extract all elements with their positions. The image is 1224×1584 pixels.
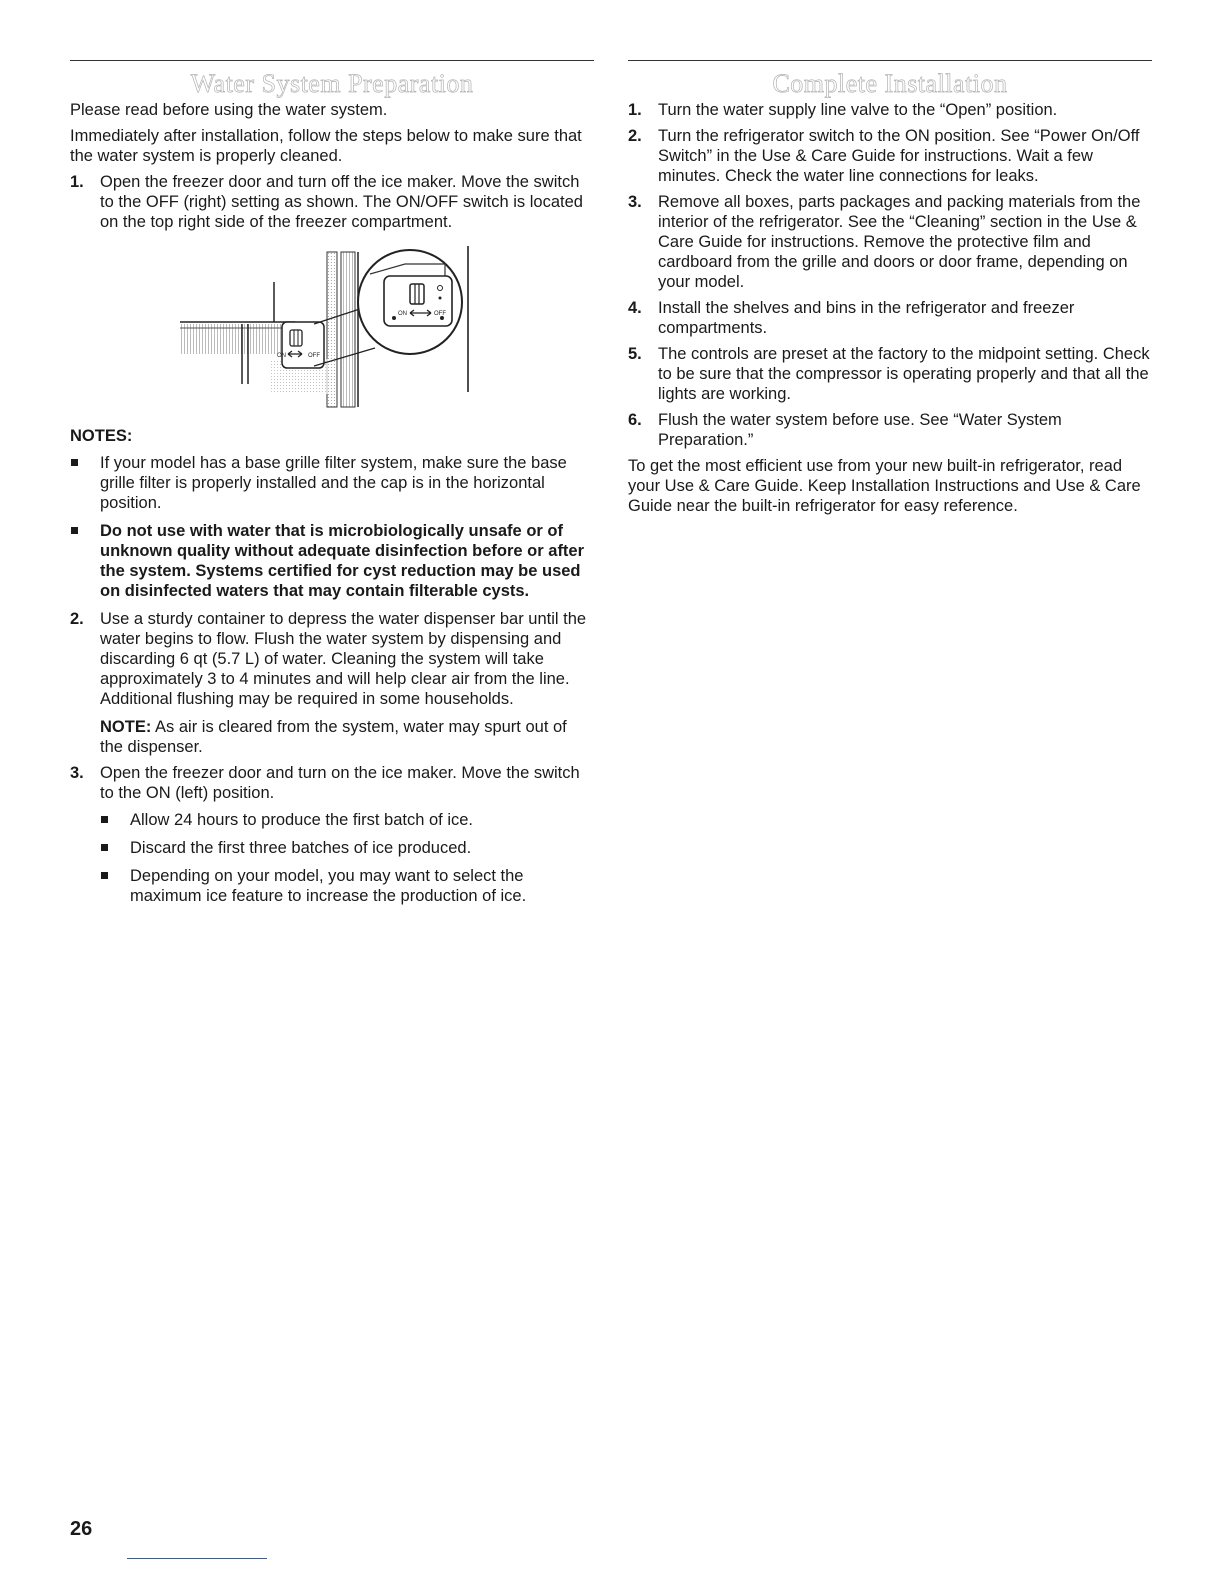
step-item xyxy=(628,100,1152,120)
step-number: 5. xyxy=(628,345,642,363)
sub-bullet-item xyxy=(100,866,594,906)
step-text: Install the shelves and bins in the refrigerator and freezer compartments. xyxy=(658,299,1075,337)
intro-paragraph: Please read before using the water system. xyxy=(70,101,388,119)
switch-off-label-small: OFF xyxy=(308,353,320,359)
step-item xyxy=(70,172,594,232)
sub-bullet-text: Discard the first three batches of ice produced. xyxy=(130,839,472,857)
note-item xyxy=(70,453,594,513)
step-item xyxy=(70,763,594,914)
bullet-square-icon xyxy=(100,810,130,830)
step-number: 6. xyxy=(628,411,642,429)
bullet-square-icon xyxy=(100,866,130,906)
sub-bullet-item xyxy=(100,838,594,858)
warning-text: Do not use with water that is microbiologically unsafe or of unknown quality without adequate disinfection before or after the system. Systems certified for cyst reduction may be used on disinfected waters that may contain filterable cysts. xyxy=(100,522,585,600)
step-number: 4. xyxy=(628,299,642,317)
bullet-square-icon xyxy=(70,521,100,601)
section-heading: Water System Preparation xyxy=(190,69,474,98)
closing-paragraph: To get the most efficient use from your new built-in refrigerator, read your Use & Care Guide. Keep Installation Instructions and Use & Care Guide near the built-in refrigerator for easy reference. xyxy=(628,457,1141,515)
switch-on-label: ON xyxy=(398,311,407,317)
step-text: Flush the water system before use. See “Water System Preparation.” xyxy=(658,411,1062,449)
step-item xyxy=(628,126,1152,186)
step-note xyxy=(100,717,594,757)
sub-bullet-item xyxy=(100,810,594,830)
ice-maker-switch-illustration xyxy=(70,244,594,412)
notes-title: NOTES: xyxy=(70,427,133,445)
note-text: If your model has a base grille filter system, make sure the base grille filter is properly installed and the cap is in the horizontal position. xyxy=(100,454,567,512)
section-heading: Complete Installation xyxy=(772,69,1008,98)
step-text: Use a sturdy container to depress the water dispenser bar until the water begins to flow. Flush the water system by dispensing and discarding 6 qt (5.7 L) of water. Cleaning the system will take approximately 3 to 4 minutes and will help clear air from the line. Additional flushing may be required in some households. xyxy=(100,610,587,708)
water-system-preparation-section xyxy=(70,60,594,920)
step-number: 3. xyxy=(628,193,642,211)
sub-bullet-text: Depending on your model, you may want to select the maximum ice feature to increase the production of ice. xyxy=(130,867,527,905)
warning-note-item xyxy=(70,521,594,601)
step-item xyxy=(628,298,1152,338)
step-text: The controls are preset at the factory to the midpoint setting. Check to be sure that the compressor is operating properly and that all the lights are working. xyxy=(658,345,1150,403)
switch-on-label-small: ON xyxy=(277,353,286,359)
step-number: 2. xyxy=(70,610,84,628)
footer-rule xyxy=(127,1558,267,1559)
complete-installation-section xyxy=(628,60,1152,522)
switch-off-label: OFF xyxy=(434,311,446,317)
section-rule xyxy=(70,60,594,61)
page-number: 26 xyxy=(70,1518,93,1540)
step-text: Turn the refrigerator switch to the ON position. See “Power On/Off Switch” in the Use & Care Guide for instructions. Wait a few minutes. Check the water line connections for leaks. xyxy=(658,127,1140,185)
sub-bullet-text: Allow 24 hours to produce the first batch of ice. xyxy=(130,811,474,829)
ice-maker-switch-callout xyxy=(358,246,468,392)
section-rule xyxy=(628,60,1152,61)
step-number: 3. xyxy=(70,764,84,782)
step-text: Open the freezer door and turn off the ice maker. Move the switch to the OFF (right) setting as shown. The ON/OFF switch is located on the top right side of the freezer compartment. xyxy=(100,173,583,231)
step-item xyxy=(628,344,1152,404)
sub-bullet-list xyxy=(100,810,594,906)
step-item xyxy=(70,609,594,757)
note-body: As air is cleared from the system, water may spurt out of the dispenser. xyxy=(100,718,567,756)
step-text: Turn the water supply line valve to the “Open” position. xyxy=(658,101,1058,119)
step-item xyxy=(628,192,1152,292)
step-number: 1. xyxy=(628,101,642,119)
step-item xyxy=(628,410,1152,450)
step-number: 1. xyxy=(70,173,84,191)
step-text: Open the freezer door and turn on the ice maker. Move the switch to the ON (left) position. xyxy=(100,764,580,802)
step-number: 2. xyxy=(628,127,642,145)
step-text: Remove all boxes, parts packages and packing materials from the interior of the refrigerator. See the “Cleaning” section in the Use & Care Guide for instructions. Remove the protective film and cardboard from the grille and doors or door frame, depending on your model. xyxy=(658,193,1141,291)
bullet-square-icon xyxy=(70,453,100,513)
note-label: NOTE: xyxy=(100,718,152,736)
bullet-square-icon xyxy=(100,838,130,858)
intro-paragraph: Immediately after installation, follow the steps below to make sure that the water system is properly cleaned. xyxy=(70,127,582,165)
